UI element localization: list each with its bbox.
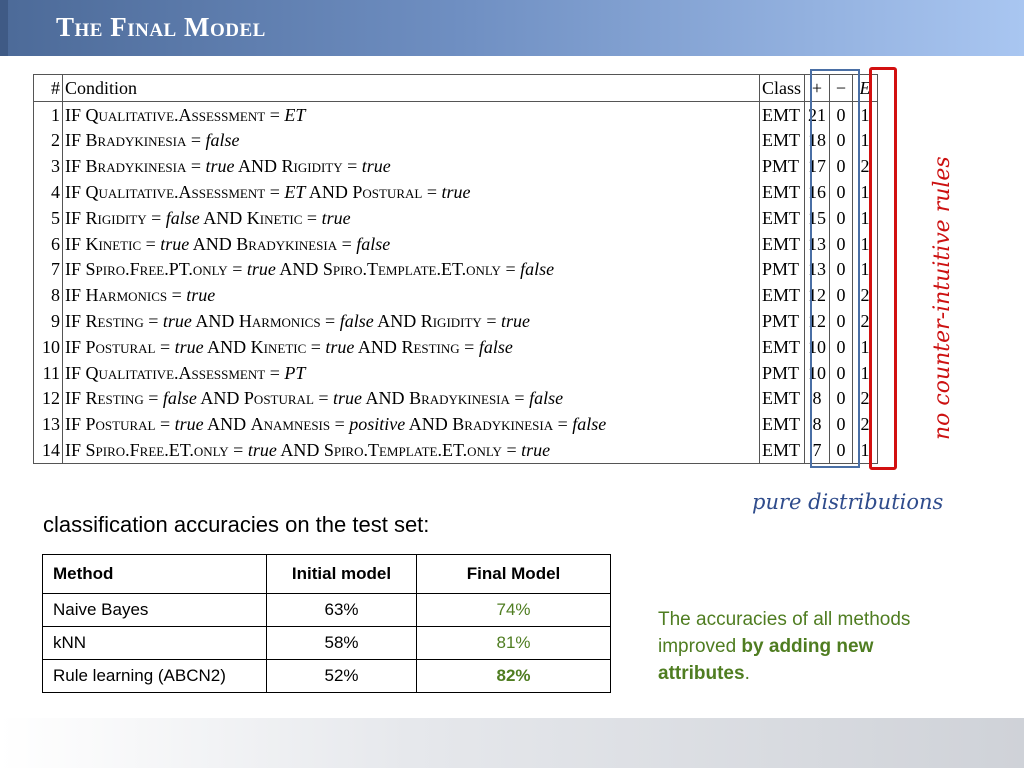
condition-segment: ET xyxy=(284,104,306,125)
condition-segment: IF xyxy=(65,259,86,280)
condition-segment: true xyxy=(321,207,351,228)
rule-e: 1 xyxy=(853,360,878,386)
rule-condition xyxy=(63,308,760,334)
condition-segment: = xyxy=(143,311,163,332)
table-row xyxy=(34,101,878,127)
accuracy-header-initial: Initial model xyxy=(267,555,417,594)
rule-e: 1 xyxy=(853,231,878,257)
rule-condition xyxy=(63,101,760,127)
rule-class: EMT xyxy=(760,101,805,127)
condition-segment: Rigidity xyxy=(420,311,482,332)
table-row xyxy=(34,437,878,463)
final-cell: 74% xyxy=(417,594,611,627)
rule-positive: 10 xyxy=(805,334,830,360)
condition-segment: = xyxy=(155,414,175,435)
condition-segment: Bradykinesia xyxy=(452,414,554,435)
condition-segment: positive xyxy=(349,414,406,435)
condition-segment: AND xyxy=(354,336,402,357)
condition-segment: AND xyxy=(275,259,323,280)
rule-class: EMT xyxy=(760,334,805,360)
condition-segment: Kinetic xyxy=(85,233,142,254)
condition-segment: IF xyxy=(65,130,86,151)
condition-segment: IF xyxy=(65,440,86,461)
rule-negative: 0 xyxy=(830,437,853,463)
table-row xyxy=(34,334,878,360)
condition-segment: Qualitative.Assessment xyxy=(85,182,266,203)
condition-segment: true xyxy=(247,440,277,461)
condition-segment: true xyxy=(174,414,204,435)
rule-number: 13 xyxy=(34,411,63,437)
header-class: Class xyxy=(760,75,805,102)
initial-cell: 52% xyxy=(267,660,417,693)
rule-e: 1 xyxy=(853,205,878,231)
rule-negative: 0 xyxy=(830,257,853,283)
condition-segment: Harmonics xyxy=(85,285,168,306)
condition-segment: false xyxy=(572,414,607,435)
rule-number: 5 xyxy=(34,205,63,231)
initial-cell: 63% xyxy=(267,594,417,627)
condition-segment: AND xyxy=(405,414,453,435)
table-row xyxy=(43,627,611,660)
rule-positive: 12 xyxy=(805,308,830,334)
rule-number: 6 xyxy=(34,231,63,257)
accuracy-header-final: Final Model xyxy=(417,555,611,594)
condition-segment: Rigidity xyxy=(281,156,343,177)
condition-segment: AND xyxy=(234,156,282,177)
condition-segment: AND xyxy=(373,311,421,332)
rule-positive: 7 xyxy=(805,437,830,463)
condition-segment: true xyxy=(162,311,192,332)
rule-class: PMT xyxy=(760,308,805,334)
condition-segment: Spiro.Template.ET.only xyxy=(322,259,501,280)
table-row xyxy=(34,282,878,308)
condition-segment: Bradykinesia xyxy=(85,130,187,151)
condition-segment: = xyxy=(143,388,163,409)
title-bar xyxy=(0,0,1024,56)
condition-segment: = xyxy=(481,311,501,332)
condition-segment: Bradykinesia xyxy=(409,388,510,409)
table-row xyxy=(34,411,878,437)
condition-segment: = xyxy=(265,104,285,125)
rule-positive: 15 xyxy=(805,205,830,231)
condition-segment: AND xyxy=(203,414,251,435)
condition-segment: false xyxy=(205,130,240,151)
rule-negative: 0 xyxy=(830,386,853,412)
condition-segment: ET xyxy=(284,182,306,203)
method-cell: Naive Bayes xyxy=(43,594,267,627)
rule-number: 9 xyxy=(34,308,63,334)
rule-e: 2 xyxy=(853,308,878,334)
condition-segment: true xyxy=(174,336,204,357)
rule-number: 7 xyxy=(34,257,63,283)
table-row xyxy=(34,386,878,412)
condition-segment: = xyxy=(227,259,247,280)
table-row xyxy=(34,205,878,231)
rule-negative: 0 xyxy=(830,205,853,231)
condition-segment: false xyxy=(529,388,564,409)
header-condition: Condition xyxy=(63,75,760,102)
rule-positive: 8 xyxy=(805,386,830,412)
rule-number: 3 xyxy=(34,153,63,179)
condition-segment: false xyxy=(520,259,555,280)
title-bar-accent xyxy=(0,0,8,56)
condition-segment: = xyxy=(337,233,357,254)
rule-positive: 16 xyxy=(805,179,830,205)
condition-segment: AND xyxy=(203,336,251,357)
rule-e: 2 xyxy=(853,386,878,412)
rule-table xyxy=(33,74,878,464)
condition-segment: true xyxy=(441,182,471,203)
condition-segment: Qualitative.Assessment xyxy=(85,104,266,125)
rule-e: 1 xyxy=(853,128,878,154)
final-cell: 82% xyxy=(417,660,611,693)
header-e: E xyxy=(853,75,878,102)
condition-segment: IF xyxy=(65,182,86,203)
table-row xyxy=(34,128,878,154)
condition-segment: Resting xyxy=(85,388,144,409)
rule-e: 1 xyxy=(853,437,878,463)
rule-positive: 21 xyxy=(805,101,830,127)
condition-segment: IF xyxy=(65,156,86,177)
condition-segment: Postural xyxy=(243,388,314,409)
rule-condition xyxy=(63,153,760,179)
condition-segment: Postural xyxy=(85,336,156,357)
condition-segment: Bradykinesia xyxy=(85,156,187,177)
rule-condition xyxy=(63,128,760,154)
rule-condition xyxy=(63,257,760,283)
rule-class: EMT xyxy=(760,411,805,437)
header-number: # xyxy=(34,75,63,102)
rule-e: 1 xyxy=(853,101,878,127)
rule-negative: 0 xyxy=(830,360,853,386)
rule-e: 2 xyxy=(853,153,878,179)
rule-positive: 8 xyxy=(805,411,830,437)
footer-band xyxy=(0,718,1024,768)
rule-class: EMT xyxy=(760,282,805,308)
condition-segment: false xyxy=(162,388,197,409)
rule-number: 2 xyxy=(34,128,63,154)
condition-segment: AND xyxy=(276,440,324,461)
slide-title: The Final Model xyxy=(56,12,266,42)
condition-segment: = xyxy=(228,440,248,461)
condition-segment: AND xyxy=(305,182,353,203)
rule-negative: 0 xyxy=(830,101,853,127)
rule-negative: 0 xyxy=(830,308,853,334)
rule-negative: 0 xyxy=(830,282,853,308)
rule-number: 1 xyxy=(34,101,63,127)
condition-segment: Anamnesis xyxy=(250,414,331,435)
condition-segment: = xyxy=(146,207,166,228)
condition-segment: true xyxy=(333,388,363,409)
condition-segment: = xyxy=(186,156,206,177)
condition-segment: AND xyxy=(362,388,410,409)
condition-segment: true xyxy=(361,156,391,177)
condition-segment: = xyxy=(509,388,530,409)
condition-segment: Resting xyxy=(85,311,144,332)
table-row xyxy=(34,308,878,334)
rule-e: 1 xyxy=(853,179,878,205)
note-bold: by adding new attributes xyxy=(658,636,874,684)
rule-e: 2 xyxy=(853,411,878,437)
table-row xyxy=(34,179,878,205)
table-row xyxy=(43,660,611,693)
condition-segment: = xyxy=(501,440,522,461)
condition-segment: = xyxy=(155,336,175,357)
rule-table-header xyxy=(34,75,878,102)
condition-segment: = xyxy=(342,156,362,177)
condition-segment: = xyxy=(330,414,350,435)
no-counter-intuitive-annotation: no counter-intuitive rules xyxy=(930,156,955,440)
condition-segment: = xyxy=(553,414,573,435)
condition-segment: true xyxy=(325,336,355,357)
rule-negative: 0 xyxy=(830,231,853,257)
condition-segment: Spiro.Free.PT.only xyxy=(85,259,228,280)
rule-class: EMT xyxy=(760,179,805,205)
condition-segment: = xyxy=(422,182,442,203)
method-cell: kNN xyxy=(43,627,267,660)
rule-condition xyxy=(63,231,760,257)
condition-segment: AND xyxy=(191,311,239,332)
rule-negative: 0 xyxy=(830,179,853,205)
header-positive: + xyxy=(805,75,830,102)
rule-condition xyxy=(63,179,760,205)
condition-segment: = xyxy=(313,388,334,409)
accuracy-subtitle: classification accuracies on the test set: xyxy=(43,512,430,537)
condition-segment: = xyxy=(186,130,206,151)
rule-condition xyxy=(63,437,760,463)
condition-segment: PT xyxy=(284,362,306,383)
condition-segment: Kinetic xyxy=(250,336,307,357)
pure-distribution-highlight-box xyxy=(810,69,860,468)
condition-segment: false xyxy=(165,207,200,228)
condition-segment: Bradykinesia xyxy=(236,233,338,254)
header-negative: − xyxy=(830,75,853,102)
condition-segment: true xyxy=(205,156,235,177)
condition-segment: Qualitative.Assessment xyxy=(85,362,266,383)
accuracy-table xyxy=(42,554,611,693)
condition-segment: true xyxy=(500,311,530,332)
condition-segment: IF xyxy=(65,233,86,254)
final-cell: 81% xyxy=(417,627,611,660)
condition-segment: = xyxy=(141,233,161,254)
initial-cell: 58% xyxy=(267,627,417,660)
condition-segment: AND xyxy=(189,233,237,254)
condition-segment: IF xyxy=(65,336,86,357)
condition-segment: IF xyxy=(65,285,86,306)
condition-segment: false xyxy=(478,336,513,357)
rule-class: EMT xyxy=(760,437,805,463)
condition-segment: Resting xyxy=(401,336,460,357)
rule-condition xyxy=(63,411,760,437)
rule-class: PMT xyxy=(760,360,805,386)
condition-segment: Postural xyxy=(85,414,156,435)
condition-segment: true xyxy=(160,233,190,254)
condition-segment: = xyxy=(500,259,521,280)
rule-negative: 0 xyxy=(830,334,853,360)
condition-segment: Spiro.Template.ET.only xyxy=(323,440,502,461)
condition-segment: false xyxy=(356,233,391,254)
table-row xyxy=(34,153,878,179)
rule-positive: 17 xyxy=(805,153,830,179)
condition-segment: = xyxy=(167,285,187,306)
rule-condition xyxy=(63,360,760,386)
condition-segment: true xyxy=(246,259,276,280)
method-cell: Rule learning (ABCN2) xyxy=(43,660,267,693)
condition-segment: = xyxy=(459,336,479,357)
rule-positive: 13 xyxy=(805,231,830,257)
rule-negative: 0 xyxy=(830,153,853,179)
accuracy-header-method: Method xyxy=(43,555,267,594)
rule-class: PMT xyxy=(760,153,805,179)
rule-condition xyxy=(63,205,760,231)
condition-segment: = xyxy=(265,362,285,383)
condition-segment: IF xyxy=(65,207,86,228)
condition-segment: AND xyxy=(196,388,244,409)
table-row xyxy=(34,257,878,283)
rule-number: 8 xyxy=(34,282,63,308)
rule-number: 11 xyxy=(34,360,63,386)
condition-segment: IF xyxy=(65,414,86,435)
condition-segment: IF xyxy=(65,362,86,383)
condition-segment: Rigidity xyxy=(85,207,147,228)
condition-segment: = xyxy=(302,207,322,228)
condition-segment: true xyxy=(521,440,551,461)
rule-class: EMT xyxy=(760,205,805,231)
rule-number: 10 xyxy=(34,334,63,360)
rule-number: 14 xyxy=(34,437,63,463)
accuracy-header-row xyxy=(43,555,611,594)
rule-positive: 18 xyxy=(805,128,830,154)
rule-condition xyxy=(63,334,760,360)
condition-segment: true xyxy=(186,285,216,306)
rule-table-body xyxy=(34,101,878,463)
condition-segment: Postural xyxy=(352,182,423,203)
condition-segment: AND xyxy=(199,207,247,228)
rule-class: PMT xyxy=(760,257,805,283)
condition-segment: IF xyxy=(65,311,86,332)
rule-condition xyxy=(63,282,760,308)
pure-distributions-annotation: pure distributions xyxy=(752,490,944,514)
rule-e: 1 xyxy=(853,334,878,360)
note-end: . xyxy=(744,663,750,684)
rule-e: 2 xyxy=(853,282,878,308)
rule-number: 12 xyxy=(34,386,63,412)
rule-positive: 13 xyxy=(805,257,830,283)
e-column-highlight-box xyxy=(869,67,897,470)
table-row xyxy=(43,594,611,627)
rule-class: EMT xyxy=(760,128,805,154)
condition-segment: IF xyxy=(65,104,86,125)
rule-class: EMT xyxy=(760,231,805,257)
note-text: The accuracies of all methods improved xyxy=(658,609,911,657)
rule-e: 1 xyxy=(853,257,878,283)
condition-segment: Kinetic xyxy=(246,207,303,228)
rule-positive: 12 xyxy=(805,282,830,308)
condition-segment: = xyxy=(306,336,326,357)
condition-segment: Spiro.Free.ET.only xyxy=(85,440,229,461)
condition-segment: = xyxy=(320,311,340,332)
rule-number: 4 xyxy=(34,179,63,205)
rule-condition xyxy=(63,386,760,412)
table-row xyxy=(34,360,878,386)
improvement-note xyxy=(658,606,958,687)
condition-segment: = xyxy=(265,182,285,203)
condition-segment: false xyxy=(339,311,374,332)
rule-negative: 0 xyxy=(830,411,853,437)
condition-segment: Harmonics xyxy=(238,311,321,332)
rule-positive: 10 xyxy=(805,360,830,386)
rule-class: EMT xyxy=(760,386,805,412)
rule-negative: 0 xyxy=(830,128,853,154)
table-row xyxy=(34,231,878,257)
condition-segment: IF xyxy=(65,388,86,409)
